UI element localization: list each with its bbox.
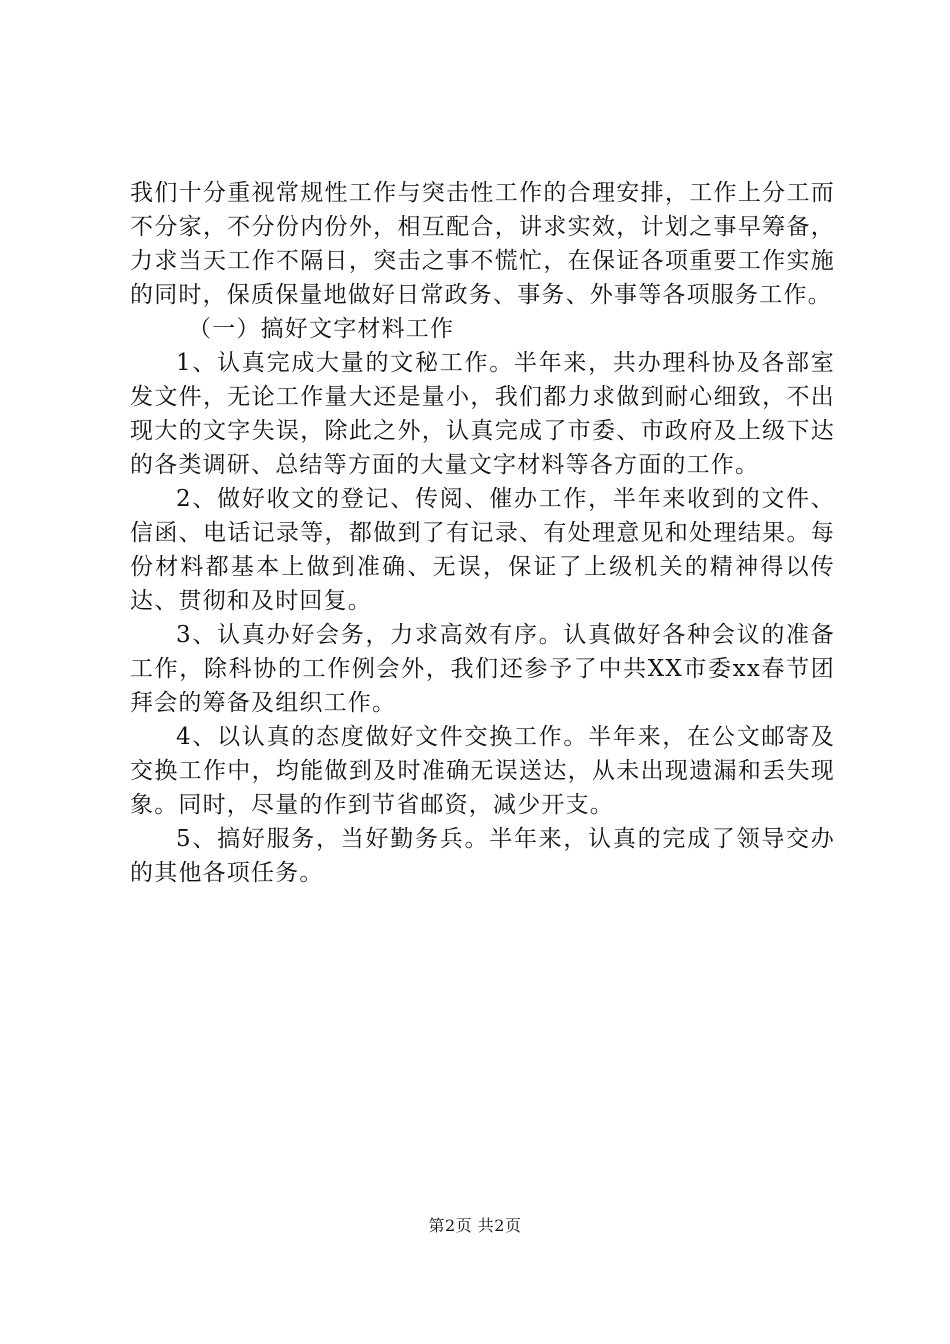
list-item-5: 5、搞好服务，当好勤务兵。半年来，认真的完成了领导交办的其他各项任务。 xyxy=(130,826,835,886)
page-footer: 第2页 共2页 xyxy=(428,1216,522,1235)
section-heading: （一）搞好文字材料工作 xyxy=(188,316,455,342)
intro-paragraph: 我们十分重视常规性工作与突击性工作的合理安排，工作上分工而不分家，不分份内份外，相互配合，讲求实效，计划之事早筹备，力求当天工作不隔日，突击之事不慌忙，在保证各项重要工作实施的同时，保质保量地做好日常政务、事务、外事等各项服务工作。 xyxy=(130,180,835,308)
document-body xyxy=(130,176,835,890)
list-item-1: 1、认真完成大量的文秘工作。半年来，共办理科协及各部室发文件，无论工作量大还是量小，我们都力求做到耐心细致，不出现大的文字失误，除此之外，认真完成了市委、市政府及上级下达的各类调研、总结等方面的大量文字材料等各方面的工作。 xyxy=(130,350,835,478)
list-item-4: 4、以认真的态度做好文件交换工作。半年来，在公文邮寄及交换工作中，均能做到及时准确无误送达，从未出现遗漏和丢失现象。同时，尽量的作到节省邮资，减少开支。 xyxy=(130,724,835,818)
list-item-2: 2、做好收文的登记、传阅、催办工作，半年来收到的文件、信函、电话记录等，都做到了有记录、有处理意见和处理结果。每份材料都基本上做到准确、无误，保证了上级机关的精神得以传达、贯彻和及时回复。 xyxy=(130,486,835,614)
list-item-3: 3、认真办好会务，力求高效有序。认真做好各种会议的准备工作，除科协的工作例会外，我们还参予了中共XX市委xx春节团拜会的筹备及组织工作。 xyxy=(130,622,835,716)
